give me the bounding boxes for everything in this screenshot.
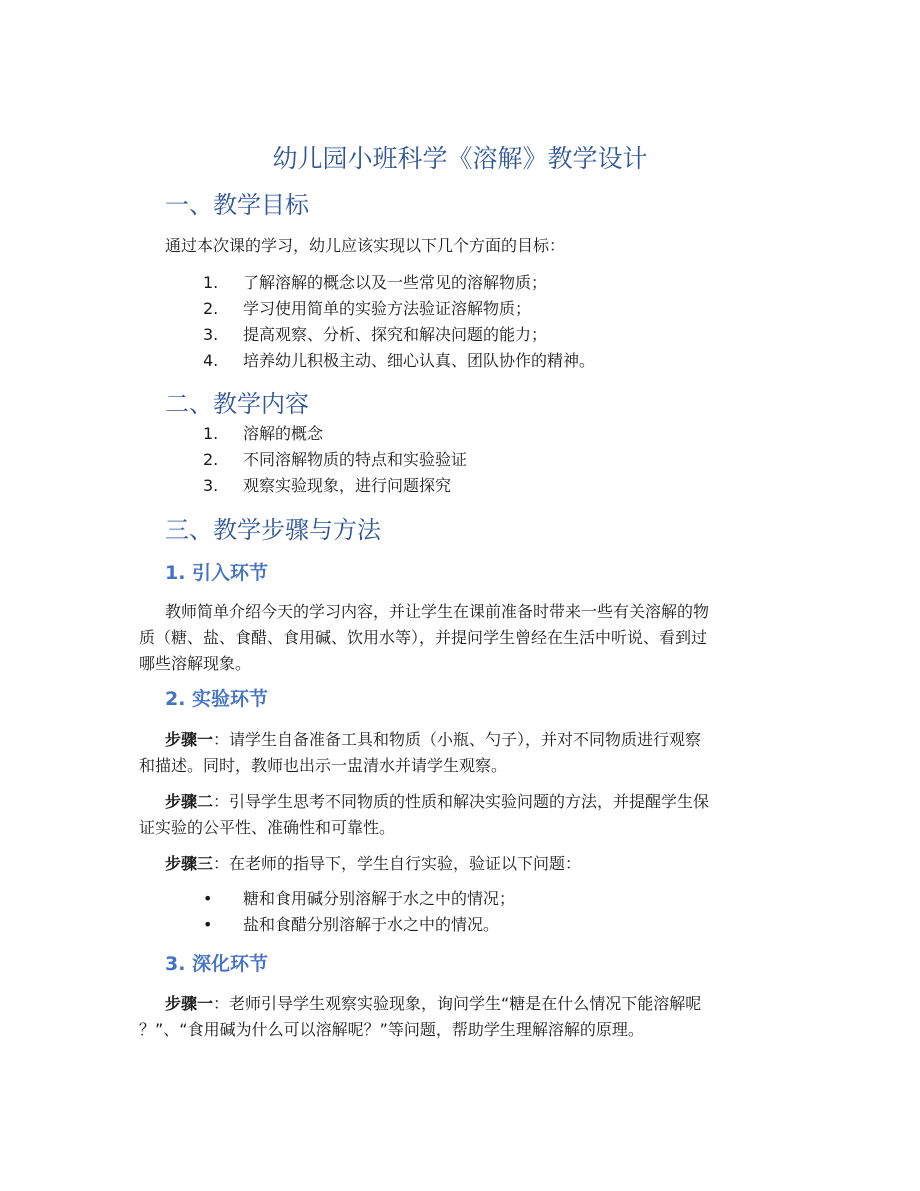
step-label: 步骤一	[165, 730, 214, 749]
intro-paragraph-line2: 质（糖、盐、食醋、食用碱、饮用水等），并提问学生曾经在生活中听说、看到过	[139, 628, 708, 647]
deepen-step1: 步骤一：老师引导学生观察实验现象，询问学生“糖是在什么情况下能溶解呢	[165, 994, 702, 1013]
section-heading-content: 二、教学内容	[165, 390, 309, 418]
content-list	[165, 421, 790, 499]
intro-paragraph: 教师简单介绍今天的学习内容，并让学生在课前准备时带来一些有关溶解的物	[165, 602, 710, 621]
list-item: 2. 学习使用简单的实验方法验证溶解物质；	[203, 299, 532, 318]
experiment-bullet-list	[165, 886, 790, 938]
intro-paragraph-line3: 哪些溶解现象。	[139, 654, 252, 673]
experiment-step3: 步骤三：在老师的指导下，学生自行实验，验证以下问题：	[165, 854, 582, 873]
goals-list	[165, 270, 790, 374]
list-item: • 糖和食用碱分别溶解于水之中的情况；	[203, 889, 516, 908]
list-item: • 盐和食醋分别溶解于水之中的情况。	[203, 915, 500, 934]
list-item: 3. 观察实验现象，进行问题探究	[203, 476, 452, 495]
goals-intro: 通过本次课的学习，幼儿应该实现以下几个方面的目标：	[165, 236, 566, 255]
list-item: 1. 了解溶解的概念以及一些常见的溶解物质；	[203, 273, 548, 292]
experiment-step2: 步骤二：引导学生思考不同物质的性质和解决实验问题的方法，并提醒学生保	[165, 792, 710, 811]
subsection-heading-deepen: 3. 深化环节	[165, 953, 269, 975]
experiment-step1: 步骤一：请学生自备准备工具和物质（小瓶、勺子），并对不同物质进行观察	[165, 730, 702, 749]
experiment-step1-line2: 和描述。同时，教师也出示一盅清水并请学生观察。	[139, 756, 508, 775]
subsection-heading-intro: 1. 引入环节	[165, 562, 269, 584]
step-label: 步骤三	[165, 854, 214, 873]
section-heading-steps: 三、教学步骤与方法	[165, 516, 381, 544]
list-item: 4. 培养幼儿积极主动、细心认真、团队协作的精神。	[203, 351, 596, 370]
list-item: 1. 溶解的概念	[203, 424, 324, 443]
section-heading-goals: 一、教学目标	[165, 191, 309, 219]
list-item: 2. 不同溶解物质的特点和实验验证	[203, 450, 468, 469]
list-item: 3. 提高观察、分析、探究和解决问题的能力；	[203, 325, 548, 344]
step-label: 步骤二	[165, 792, 214, 811]
experiment-step2-line2: 证实验的公平性、准确性和可靠性。	[139, 818, 396, 837]
step-label: 步骤一	[165, 994, 214, 1013]
deepen-step1-line2: ？”、“食用碱为什么可以溶解呢？”等问题，帮助学生理解溶解的原理。	[139, 1020, 644, 1039]
subsection-heading-experiment: 2. 实验环节	[165, 688, 269, 710]
document-title: 幼儿园小班科学《溶解》教学设计	[272, 144, 648, 173]
